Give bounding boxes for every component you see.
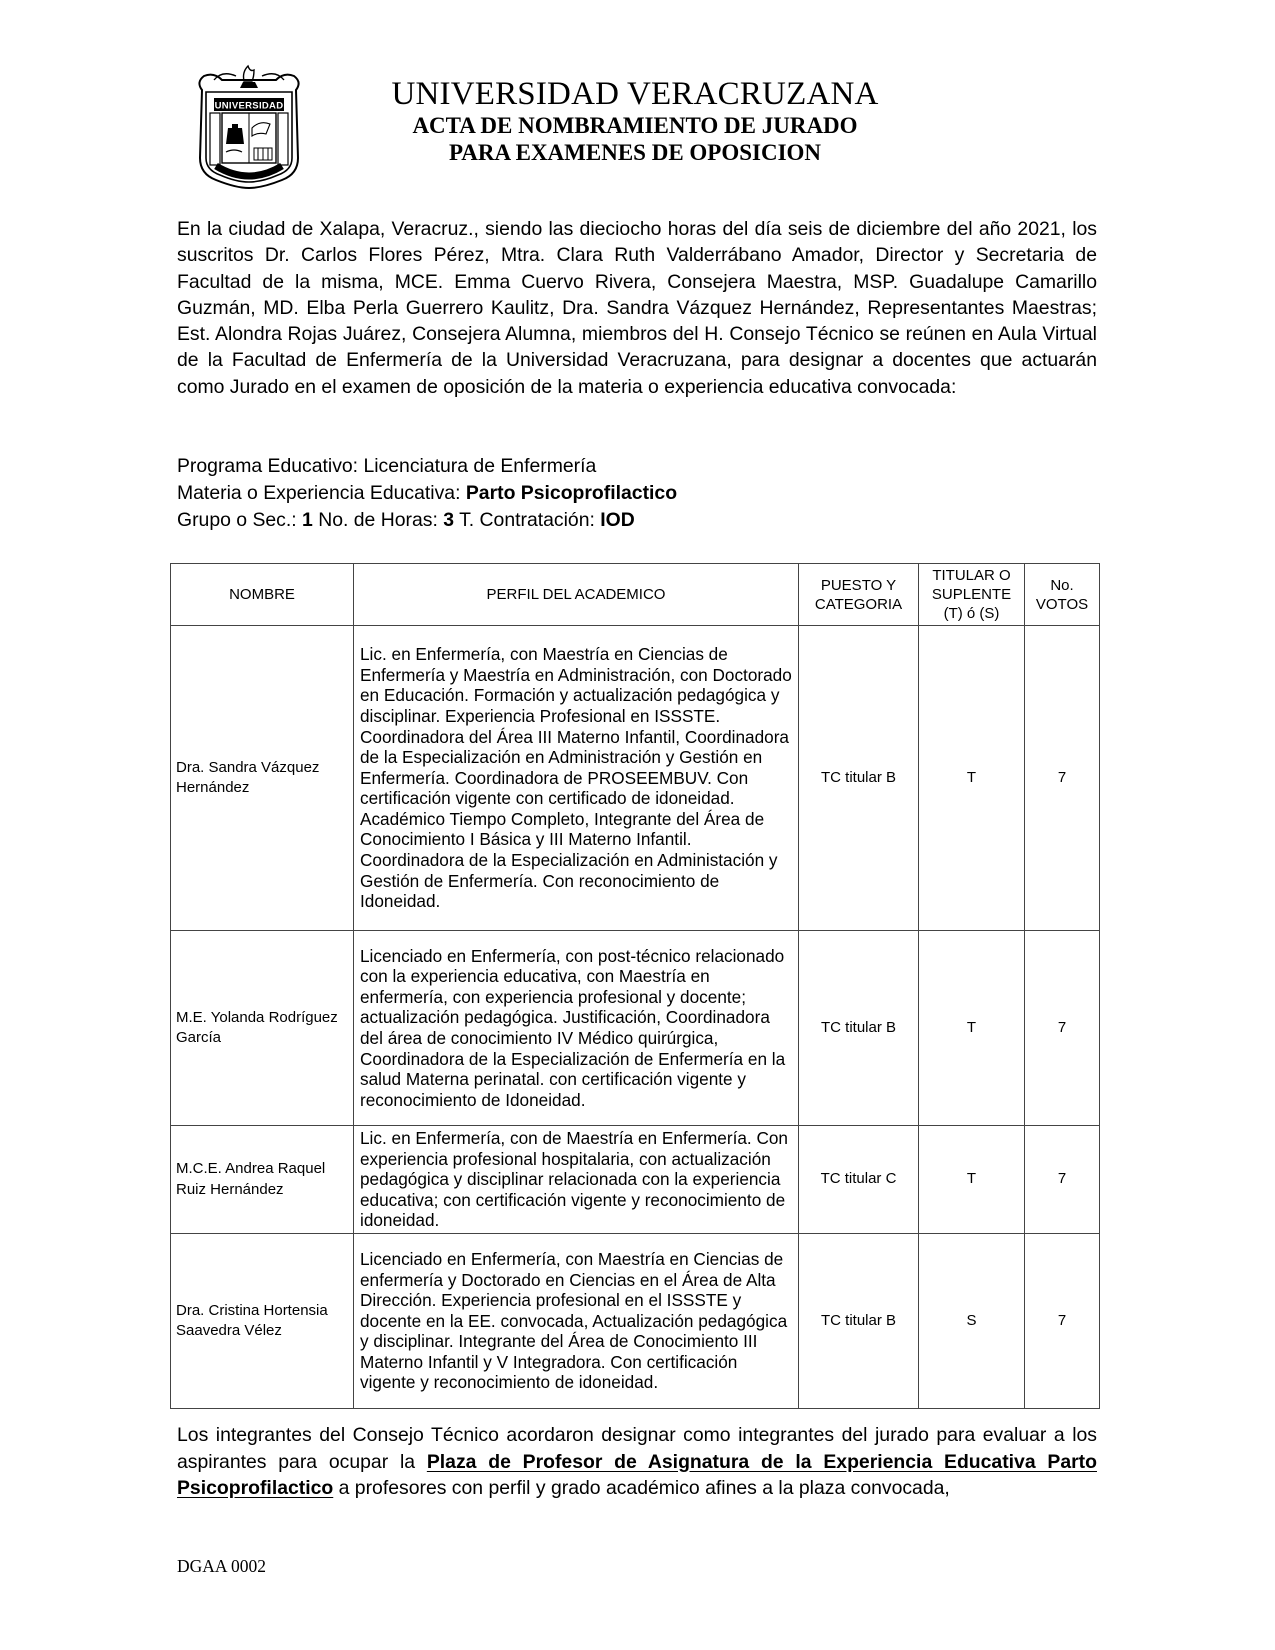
plaza-name: Plaza de Profesor de Asignatura de la Experiencia Educativa Parto Psicoprofilactico (177, 1450, 1097, 1499)
cell-nombre: Dra. Cristina Hortensia Saavedra Vélez (171, 1234, 354, 1409)
table-row (171, 626, 1100, 931)
universidad-veracruzana-crest-icon (192, 62, 306, 190)
cell-titular: T (919, 931, 1025, 1126)
horas-value: 3 (443, 509, 455, 531)
document-title-line1: ACTA DE NOMBRAMIENTO DE JURADO (412, 113, 858, 138)
cell-puesto: TC titular B (799, 1234, 919, 1409)
cell-votos: 7 (1025, 1126, 1100, 1234)
program-info (177, 453, 1097, 534)
header-nombre: NOMBRE (171, 564, 354, 626)
grupo-label: Grupo o Sec.: (177, 509, 303, 531)
table-header-row (171, 564, 1100, 626)
intro-paragraph: En la ciudad de Xalapa, Veracruz., siendo las dieciocho horas del día seis de diciembre del año 2021, los suscritos Dr. Carlos Flores Pérez, Mtra. Clara Ruth Valderrábano Amador, Director y Secretaria de Facultad de la misma, MCE. Emma Cuervo Rivera, Consejera Maestra, MSP. Guadalupe Camarillo Guzmán, MD. Elba Perla Guerrero Kaulitz, Dra. Sandra Vázquez Hernández, Representantes Maestras; Est. Alondra Rojas Juárez, Consejera Alumna, miembros del H. Consejo Técnico se reúnen en Aula Virtual de la Facultad de Enfermería de la Universidad Veracruzana, para designar a docentes que actuarán como Jurado en el examen de oposición de la materia o experiencia educativa convocada: (177, 218, 1097, 398)
closing-paragraph (177, 1422, 1097, 1502)
cell-perfil: Licenciado en Enfermería, con Maestría en Ciencias de enfermería y Doctorado en Ciencias en el Área de Alta Dirección. Experiencia profesional en el ISSSTE y docente en la EE. convocada, Actualización pedagógica y disciplinar. Integrante del Área de Conocimiento III Materno Infantil y V Integradora. Con certificación vigente y reconocimiento de idoneidad. (354, 1234, 799, 1409)
grupo-line (177, 507, 1097, 534)
cell-titular: T (919, 1126, 1025, 1234)
programa-label: Programa Educativo: (177, 455, 364, 477)
cell-puesto: TC titular B (799, 626, 919, 931)
materia-line (177, 480, 1097, 507)
contratacion-label: T. Contratación: (454, 509, 601, 531)
svg-text:UNIVERSIDAD: UNIVERSIDAD (214, 100, 284, 112)
cell-titular: T (919, 626, 1025, 931)
header-votos: No. VOTOS (1025, 564, 1100, 626)
programa-educativo-line (177, 453, 1097, 480)
horas-label: No. de Horas: (312, 509, 444, 531)
header-titular: TITULAR O SUPLENTE (T) ó (S) (919, 564, 1025, 626)
header-perfil: PERFIL DEL ACADEMICO (354, 564, 799, 626)
closing-text-before: Los integrantes del Consejo Técnico acordaron designar como integrantes del jurado para evaluar a los aspirantes para ocupar la (177, 1424, 1097, 1473)
cell-perfil: Lic. en Enfermería, con de Maestría en Enfermería. Con experiencia profesional hospitalaria, con actualización pedagógica y disciplinar relacionada con la experiencia educativa; con certificación vigente y reconocimiento de idoneidad. (354, 1126, 799, 1234)
header-puesto: PUESTO Y CATEGORIA (799, 564, 919, 626)
cell-puesto: TC titular C (799, 1126, 919, 1234)
contratacion-value: IOD (600, 509, 635, 531)
form-code: DGAA 0002 (177, 1556, 266, 1576)
table-row (171, 1126, 1100, 1234)
table-row (171, 931, 1100, 1126)
cell-perfil: Licenciado en Enfermería, con post-técnico relacionado con la experiencia educativa, con Maestría en enfermería, con experiencia profesional y docente; actualización pedagógica. Justificación, Coordinadora del área de conocimiento IV Médico quirúrgica, Coordinadora de la Especialización de Enfermería en la salud Materna perinatal. con certificación vigente y reconocimiento de Idoneidad. (354, 931, 799, 1126)
cell-nombre: M.C.E. Andrea Raquel Ruiz Hernández (171, 1126, 354, 1234)
table-row (171, 1234, 1100, 1409)
cell-perfil: Lic. en Enfermería, con Maestría en Ciencias de Enfermería y Maestría en Administración, con Doctorado en Educación. Formación y actualización pedagógica y disciplinar. Experiencia Profesional en ISSSTE. Coordinadora del Área III Materno Infantil, Coordinadora de la Especialización en Administración y Gestión en Enfermería. Coordinadora de PROSEEMBUV. Con certificación vigente con certificado de idoneidad. Académico Tiempo Completo, Integrante del Área de Conocimiento I Básica y III Materno Infantil. Coordinadora de la Especialización en Administación y Gestión de Enfermería. Con reconocimiento de Idoneidad. (354, 626, 799, 931)
cell-votos: 7 (1025, 1234, 1100, 1409)
cell-nombre: M.E. Yolanda Rodríguez García (171, 931, 354, 1126)
materia-label: Materia o Experiencia Educativa: (177, 482, 466, 504)
cell-votos: 7 (1025, 931, 1100, 1126)
document-header (380, 76, 890, 166)
materia-value: Parto Psicoprofilactico (465, 482, 678, 504)
programa-value: Licenciatura de Enfermería (363, 455, 597, 477)
grupo-value: 1 (302, 509, 313, 531)
closing-text-after: a profesores con perfil y grado académico afines a la plaza convocada, (333, 1477, 950, 1499)
cell-puesto: TC titular B (799, 931, 919, 1126)
cell-titular: S (919, 1234, 1025, 1409)
document-title-line2: PARA EXAMENES DE OPOSICION (448, 140, 822, 165)
jury-table (170, 563, 1100, 1409)
cell-votos: 7 (1025, 626, 1100, 931)
cell-nombre: Dra. Sandra Vázquez Hernández (171, 626, 354, 931)
institution-name: UNIVERSIDAD VERACRUZANA (391, 76, 879, 112)
